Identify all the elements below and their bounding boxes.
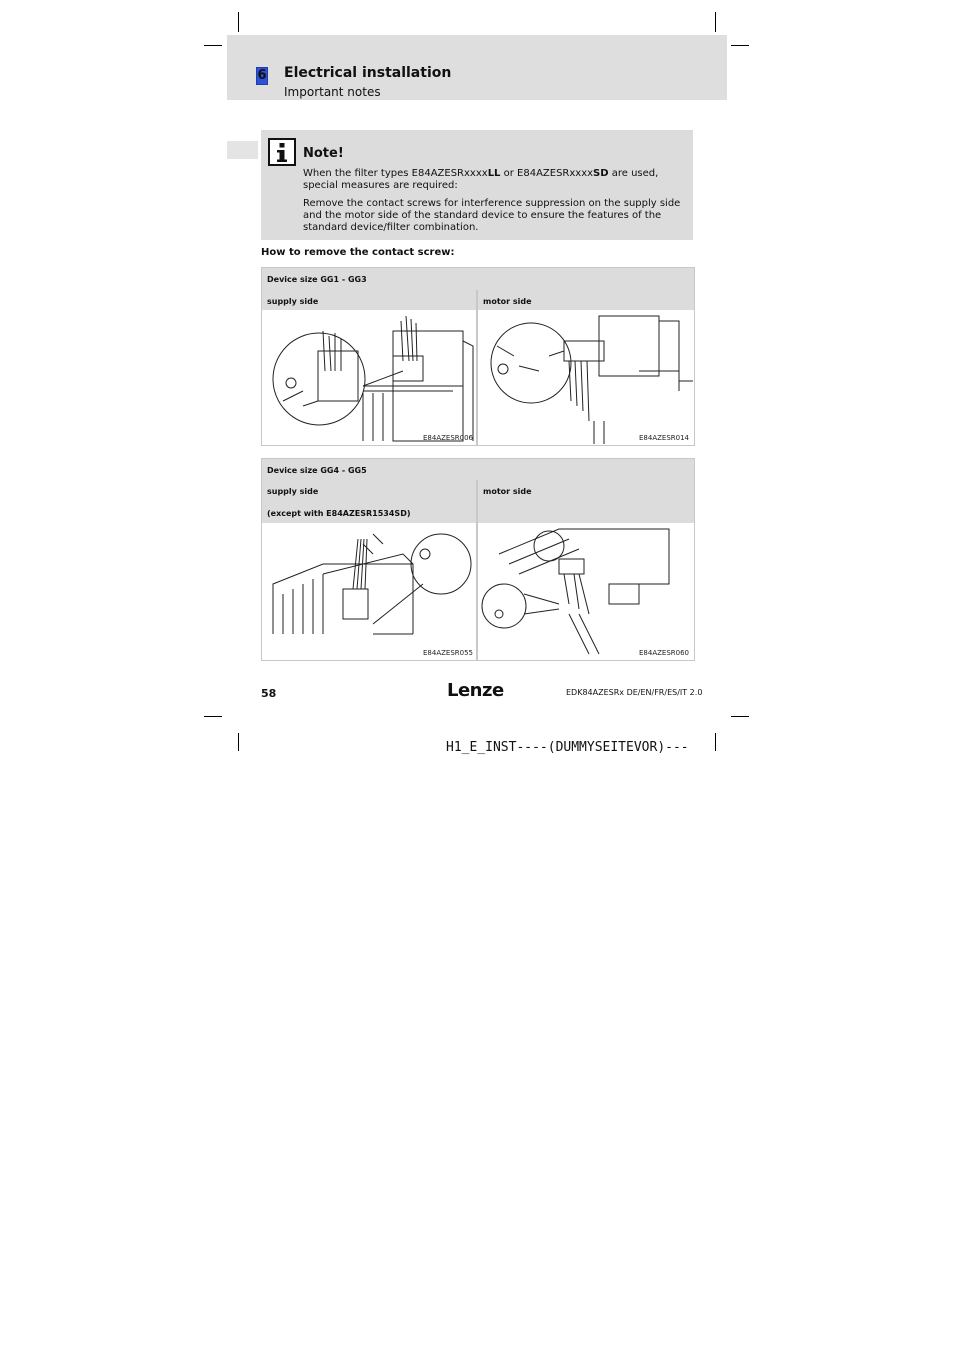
image-code: E84AZESR060	[639, 649, 690, 657]
column-divider	[476, 290, 478, 445]
side-tab	[227, 141, 258, 159]
image-code: E84AZESR006	[423, 434, 474, 442]
note-paragraph-2: Remove the contact screws for interference suppression on the supply side and the motor side of the standard device to ensure the features of the standard device/filter combination.	[303, 198, 681, 233]
lenze-logo: Lenze	[447, 680, 504, 701]
table-title: Device size GG4 - GG5	[267, 466, 367, 475]
device-table-gg1-gg3	[261, 267, 695, 446]
note-title: Note!	[303, 146, 344, 161]
column-divider	[476, 480, 478, 660]
crop-mark	[715, 733, 716, 751]
column-label-supply: supply side	[267, 487, 319, 496]
crop-mark	[238, 12, 239, 32]
crop-mark	[715, 12, 716, 32]
column-label-supply: supply side	[267, 297, 319, 306]
page-number: 58	[261, 687, 277, 700]
motor-side-illustration	[479, 311, 693, 444]
column-label-motor: motor side	[483, 487, 532, 496]
crop-mark	[204, 716, 222, 717]
crop-mark	[731, 45, 749, 46]
image-code: E84AZESR055	[423, 649, 474, 657]
info-icon	[268, 138, 296, 166]
crop-mark	[731, 716, 749, 717]
column-label-motor: motor side	[483, 297, 532, 306]
column-label-supply-note: (except with E84AZESR1534SD)	[267, 509, 411, 518]
note-paragraph-1: When the filter types E84AZESRxxxxLL or E84AZESRxxxxSD are used, special measures are required:	[303, 168, 659, 191]
crop-mark	[204, 45, 222, 46]
document-code: EDK84AZESRx DE/EN/FR/ES/IT 2.0	[566, 688, 703, 697]
supply-side-illustration	[263, 311, 475, 444]
print-line: H1_E_INST----(DUMMYSEITEVOR)---	[446, 740, 689, 755]
chapter-subtitle: Important notes	[284, 85, 381, 99]
chapter-title: Electrical installation	[284, 65, 452, 81]
crop-mark	[238, 733, 239, 751]
chapter-number: 6	[257, 68, 267, 83]
supply-side-illustration	[263, 524, 475, 659]
table-title: Device size GG1 - GG3	[267, 275, 367, 284]
motor-side-illustration	[479, 524, 693, 659]
howto-heading: How to remove the contact screw:	[261, 247, 455, 258]
image-code: E84AZESR014	[639, 434, 690, 442]
device-table-gg4-gg5	[261, 458, 695, 661]
